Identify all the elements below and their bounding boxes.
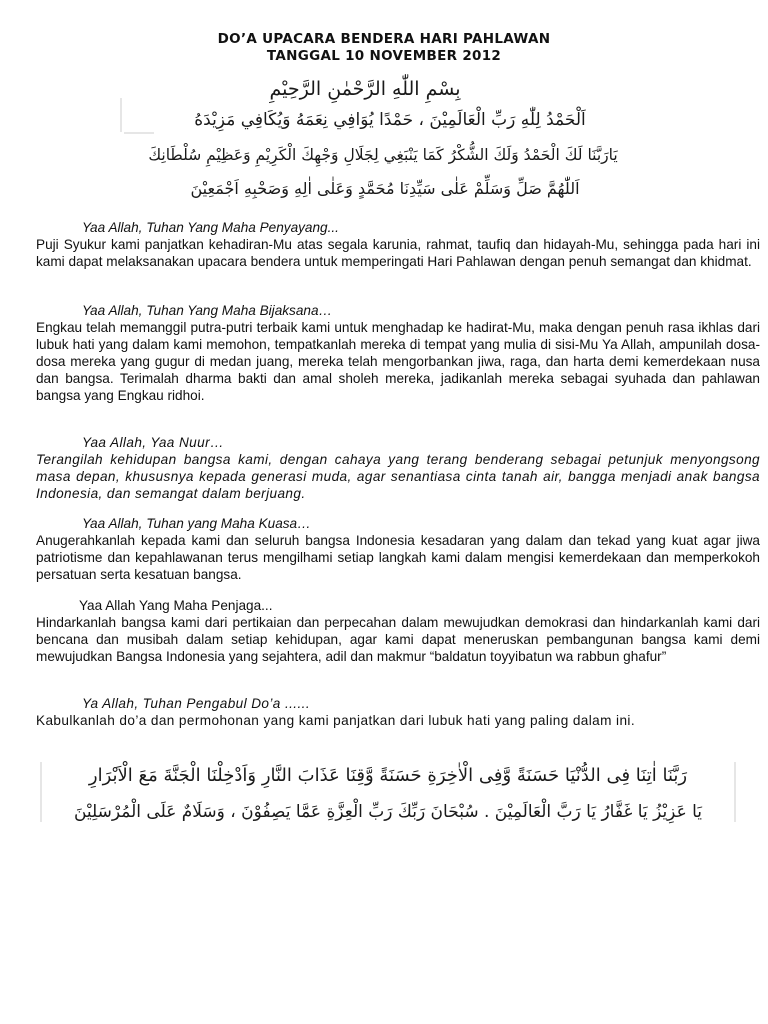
arabic-line: اَلْحَمْدُ لِلّٰهِ رَبِّ الْعَالَمِيْنَ ، حَمْدًا يُوَافِي نِعَمَهُ وَيُكَافِي مَزِيْدَهُ bbox=[194, 110, 586, 130]
section-body: Terangilah kehidupan bangsa kami, dengan cahaya yang terang benderang sebagai petunjuk menyongsong masa depan, khususnya kepada generasi muda, agar senantiasa cinta tanah air, bangga menjadi anak bangsa Indonesia, dan semangat dalam berjuang. bbox=[36, 452, 760, 501]
section-heading: Yaa Allah, Tuhan Yang Maha Penyayang... bbox=[82, 220, 339, 235]
section-body: Kabulkanlah do’a dan permohonan yang kami panjatkan dari lubuk hati yang paling dalam ini. bbox=[36, 713, 636, 728]
section-heading: Yaa Allah, Yaa Nuur… bbox=[82, 435, 224, 450]
scan-artifact bbox=[734, 762, 736, 822]
document-title: DO’A UPACARA BENDERA HARI PAHLAWAN bbox=[217, 31, 551, 47]
arabic-line: يَارَبَّنَا لَكَ الْحَمْدُ وَلَكَ الشُّكْرُ كَمَا يَنْبَغِي لِجَلَالِ وَجْهِكَ الْكَرِيْمِ وَعَظِيْمِ سُلْطَانِكَ bbox=[148, 146, 618, 164]
arabic-line: يَا عَزِيْزُ يَا غَفَّارُ يَا رَبَّ الْعَالَمِيْنَ . سُبْحَانَ رَبِّكَ رَبِّ الْعِزَّةِ عَمَّا يَصِفُوْنَ ، وَسَلَامٌ عَلَى الْمُرْسَلِيْنَ bbox=[73, 802, 703, 822]
prayer-section bbox=[36, 219, 760, 270]
prayer-section bbox=[36, 515, 760, 583]
section-body: Anugerahkanlah kepada kami dan seluruh bangsa Indonesia kesadaran yang dalam dan tekad yang kuat agar jiwa patriotisme dan kepahlawanan terus mengilhami setiap langkah kami dalam mengisi kemerdekaan dan memperkokoh persatuan serta kesatuan bangsa. bbox=[36, 533, 760, 582]
prayer-section bbox=[36, 434, 760, 502]
document-date: TANGGAL 10 NOVEMBER 2012 bbox=[266, 48, 502, 64]
prayer-section bbox=[36, 597, 760, 665]
arabic-line: رَبَّنَا اٰتِنَا فِى الدُّنْيَا حَسَنَةً وَّفِى الْاٰخِرَةِ حَسَنَةً وَّقِنَا عَذَابَ النَّارِ وَاَدْخِلْنَا الْجَنَّةَ مَعَ الْاَبْرَارِ bbox=[88, 765, 688, 786]
arabic-line: اَللّٰهُمَّ صَلِّ وَسَلِّمْ عَلٰى سَيِّدِنَا مُحَمَّدٍ وَعَلٰى اٰلِهِ وَصَحْبِهِ اَجْمَعِيْنَ bbox=[190, 179, 580, 198]
arabic-basmalah: بِسْمِ اللّٰهِ الرَّحْمٰنِ الرَّحِيْمِ bbox=[269, 78, 461, 100]
scan-artifact bbox=[124, 132, 154, 134]
section-body: Hindarkanlah bangsa kami dari pertikaian dan perpecahan dalam mewujudkan demokrasi dan hindarkanlah kami dari bencana dan musibah dalam setiap kehidupan, agar kami dapat meneruskan pembangunan bangsa kami demi mewujudkan Bangsa Indonesia yang sejahtera, adil dan makmur “baldatun toyyibatun wa rabbun ghafur” bbox=[36, 615, 760, 664]
section-body: Puji Syukur kami panjatkan kehadiran-Mu atas segala karunia, rahmat, taufiq dan hidayah-Mu, sehingga pada hari ini kami dapat melaksanakan upacara bendera untuk memperingati Hari Pahlawan dengan penuh semangat dan khidmat. bbox=[36, 237, 760, 269]
scan-artifact bbox=[120, 98, 122, 132]
prayer-section bbox=[36, 302, 760, 404]
scan-artifact bbox=[40, 762, 42, 822]
section-heading: Yaa Allah Yang Maha Penjaga... bbox=[79, 598, 273, 613]
section-body: Engkau telah memanggil putra-putri terbaik kami untuk menghadap ke hadirat-Mu, maka dengan penuh rasa ikhlas dari lubuk hati yang dalam kami memohon, tempatkanlah mereka di tempat yang mulia di sisi-Mu Ya Allah, ampunilah dosa-dosa mereka yang gugur di medan juang, mereka telah mengorbankan jiwa, raga, dan harta demi kemerdekaan nusa dan bangsa. Terimalah dharma bakti dan amal sholeh mereka, jadikanlah mereka sebagai syuhada dan pahlawan bangsa yang Engkau ridhoi. bbox=[36, 320, 760, 403]
section-heading: Ya Allah, Tuhan Pengabul Do’a ...... bbox=[82, 696, 311, 711]
section-heading: Yaa Allah, Tuhan yang Maha Kuasa… bbox=[82, 516, 311, 531]
prayer-section bbox=[36, 695, 760, 729]
section-heading: Yaa Allah, Tuhan Yang Maha Bijaksana… bbox=[82, 303, 333, 318]
